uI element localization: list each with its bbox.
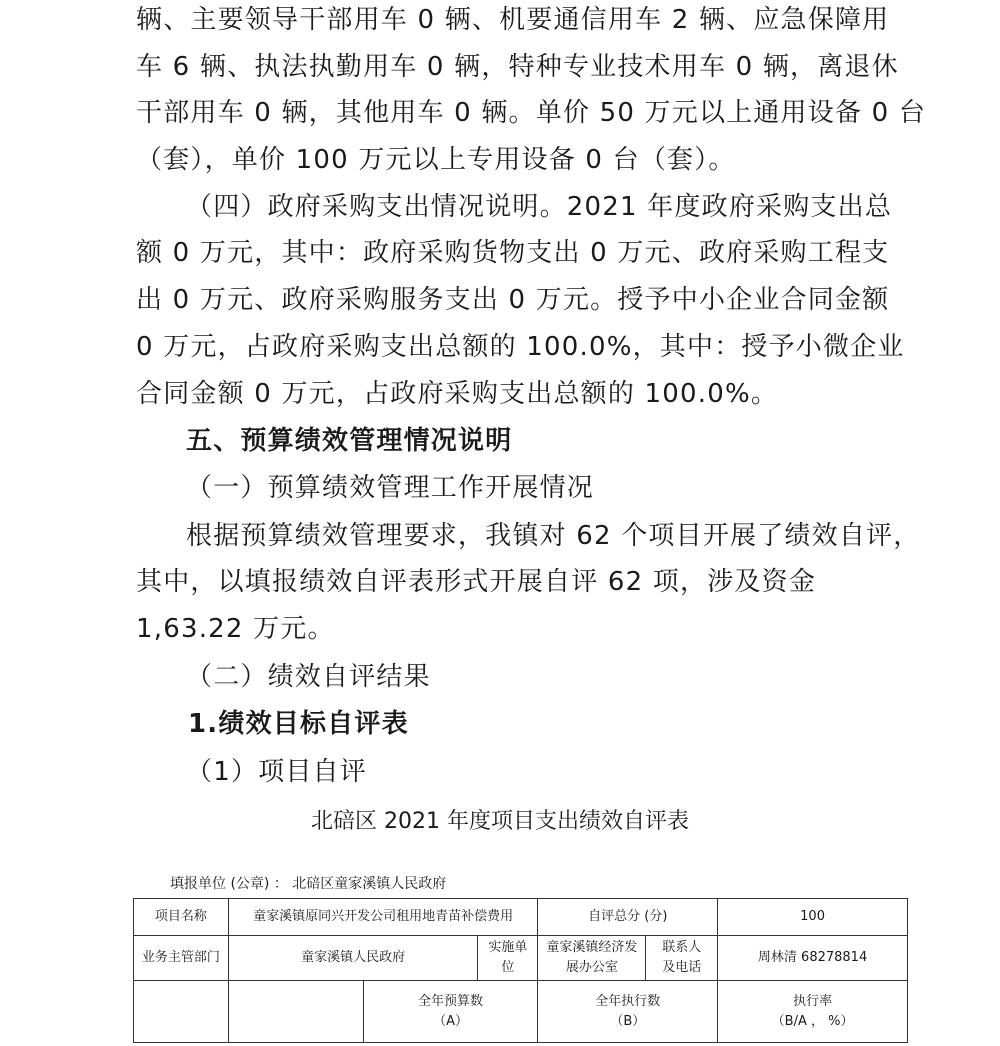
table-cell: 周林清 68278814 (718, 936, 908, 981)
section-heading: 五、预算绩效管理情况说明 (186, 426, 513, 456)
table-cell: 实施单位 (478, 936, 538, 981)
table-row (134, 899, 908, 936)
table-cell: 自评总分 (分) (538, 899, 718, 936)
paragraph-line: 车 6 辆、执法执勤用车 0 辆，特种专业技术用车 0 辆，离退休 (136, 52, 899, 82)
paragraph-line: 其中，以填报绩效自评表形式开展自评 62 项，涉及资金 (136, 567, 817, 597)
paragraph-line: 出 0 万元、政府采购服务支出 0 万元。授予中小企业合同金额 (136, 285, 890, 315)
table-row (134, 981, 908, 1043)
table-cell: 业务主管部门 (134, 936, 229, 981)
table-cell: 童家溪镇经济发展办公室 (538, 936, 646, 981)
table-cell: 全年执行数 （B） (538, 981, 718, 1043)
paragraph-line: 干部用车 0 辆，其他用车 0 辆。单价 50 万元以上通用设备 0 台 (136, 98, 927, 128)
subsection-heading: （二）绩效自评结果 (186, 662, 431, 692)
paragraph-line: 辆、主要领导干部用车 0 辆、机要通信用车 2 辆、应急保障用 (136, 5, 890, 35)
paragraph-line: （套），单价 100 万元以上专用设备 0 台（套）。 (136, 145, 736, 175)
table-row (134, 936, 908, 981)
paragraph-line: 额 0 万元，其中：政府采购货物支出 0 万元、政府采购工程支 (136, 238, 890, 268)
subsection-heading: 1.绩效目标自评表 (188, 709, 409, 739)
paragraph-line: 合同金额 0 万元，占政府采购支出总额的 100.0%。 (136, 379, 779, 409)
table-cell (228, 981, 363, 1043)
table-cell: 童家溪镇原同兴开发公司租用地青苗补偿费用 (228, 899, 538, 936)
table-cell: 联系人 及电话 (646, 936, 718, 981)
table-title: 北碚区 2021 年度项目支出绩效自评表 (311, 809, 689, 834)
paragraph-line: 根据预算绩效管理要求，我镇对 62 个项目开展了绩效自评， (186, 521, 921, 551)
evaluation-table (133, 898, 908, 1043)
fill-unit-label: 填报单位 (公章) ： 北碚区童家溪镇人民政府 (170, 876, 447, 892)
paragraph-line: 0 万元，占政府采购支出总额的 100.0%，其中：授予小微企业 (136, 332, 905, 362)
paragraph-line: （四）政府采购支出情况说明。2021 年度政府采购支出总 (186, 192, 893, 222)
subsection-heading: （一）预算绩效管理工作开展情况 (186, 473, 595, 503)
table-cell: 童家溪镇人民政府 (228, 936, 478, 981)
subsection-heading: （1）项目自评 (186, 757, 367, 787)
paragraph-line: 1,63.22 万元。 (136, 614, 335, 644)
table-cell: 100 (718, 899, 908, 936)
table-cell: 执行率 （B/A ， %） (718, 981, 908, 1043)
table-cell (134, 981, 229, 1043)
table-cell: 项目名称 (134, 899, 229, 936)
table-cell: 全年预算数 （A） (363, 981, 538, 1043)
